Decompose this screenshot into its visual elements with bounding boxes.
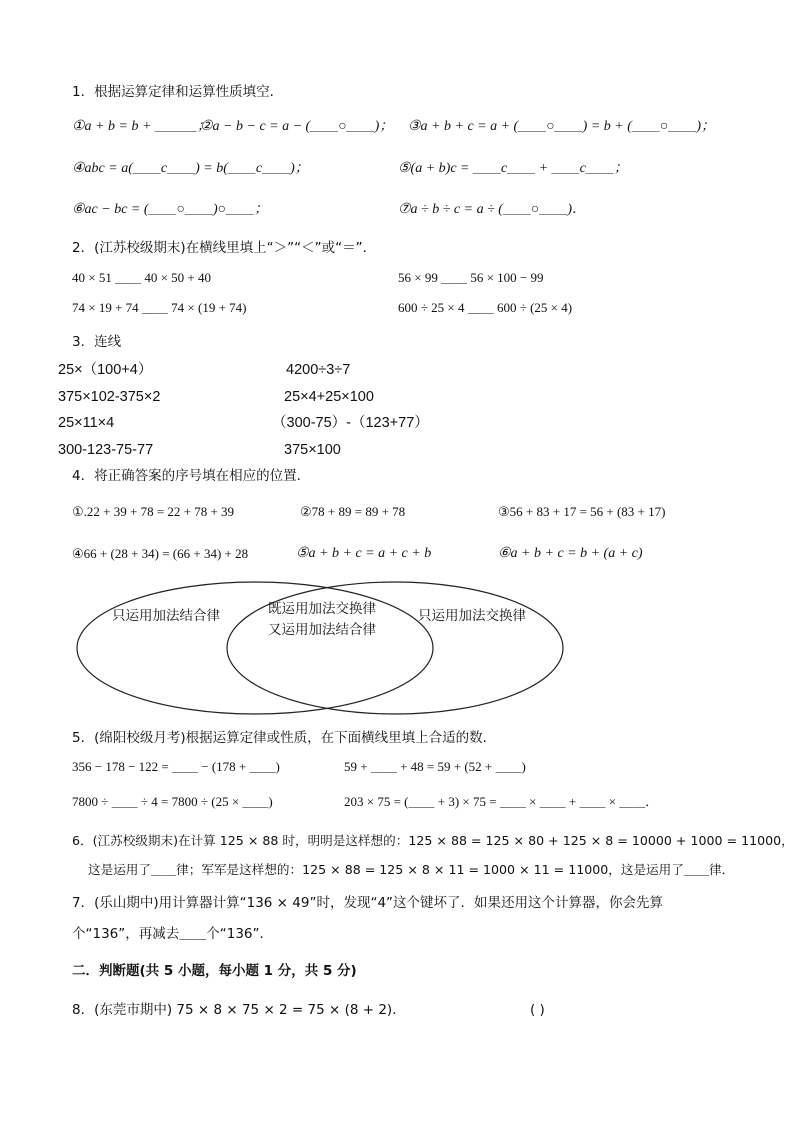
q5-item-b: 59 + ＿＿ + 48 = 59 + (52 + ＿＿) (344, 759, 526, 774)
q2-item-a: 40 × 51 ＿＿ 40 × 50 + 40 (72, 270, 211, 285)
q1-item-6: ⑥ac − bc = (＿＿○＿＿)○＿＿； (72, 202, 269, 217)
q3-right-4: 375×100 (284, 442, 341, 458)
venn-middle-label-1: 既运用加法交换律 (268, 601, 376, 617)
section-2-heading: 二．判断题(共 5 小题，每小题 1 分，共 5 分) (72, 963, 357, 979)
q5-title: 5．(绵阳校级月考)根据运算定律或性质，在下面横线里填上合适的数． (72, 730, 497, 746)
q6-line-2: 这是运用了＿＿律；军军是这样想的：125 × 88 = 125 × 8 × 11 = 1000 × 11 = 11000，这是运用了＿＿律． (88, 862, 735, 877)
venn-right-label: 只运用加法交换律 (418, 608, 526, 624)
q1-item-7: ⑦a ÷ b ÷ c = a ÷ (＿＿○＿＿)． (398, 202, 587, 217)
q4-item-6: ⑥a + b + c = b + (a + c) (498, 546, 643, 561)
q3-right-2: 25×4+25×100 (284, 389, 374, 405)
q4-item-3: ③56 + 83 + 17 = 56 + (83 + 17) (498, 504, 666, 519)
q8-answer-paren: ( ) (530, 1002, 545, 1018)
q4-item-4: ④66 + (28 + 34) = (66 + 34) + 28 (72, 546, 249, 561)
q3-left-1: 25×（100+4） (58, 362, 153, 378)
q3-left-4: 300-123-75-77 (58, 442, 154, 458)
q1-item-5: ⑤(a + b)c = ＿＿c＿＿ + ＿＿c＿＿； (398, 161, 628, 176)
q3-title: 3．连线 (72, 334, 122, 350)
q7-line-1: 7．(乐山期中)用计算器计算“136 × 49”时，发现“4”这个键坏了．如果还用这个计算器，你会先算 (72, 895, 664, 911)
q8-text: 8．(东莞市期中) 75 × 8 × 75 × 2 = 75 × (8 + 2)． (72, 1002, 406, 1018)
q5-item-c: 7800 ÷ ＿＿ ÷ 4 = 7800 ÷ (25 × ＿＿) (72, 794, 273, 809)
q3-left-2: 375×102-375×2 (58, 389, 161, 405)
q2-title: 2．(江苏校级期末)在横线里填上“＞”“＜”或“＝”． (72, 240, 377, 256)
q2-item-c: 74 × 19 + 74 ＿＿ 74 × (19 + 74) (72, 300, 247, 315)
q3-right-3: （300-75）-（123+77） (272, 415, 429, 431)
q4-item-5: ⑤a + b + c = a + c + b (296, 546, 432, 561)
q2-item-b: 56 × 99 ＿＿ 56 × 100 − 99 (398, 270, 544, 285)
q4-item-2: ②78 + 89 = 89 + 78 (300, 504, 406, 519)
q1-title: 1．根据运算定律和运算性质填空． (72, 84, 284, 100)
q3-right-1: 4200÷3÷7 (286, 362, 351, 378)
venn-middle-label-2: 又运用加法结合律 (268, 622, 376, 638)
q5-item-d: 203 × 75 = (＿＿ + 3) × 75 = ＿＿ × ＿＿ + ＿＿ × ＿＿． (344, 794, 659, 809)
q6-line-1: 6．(江苏校级期末)在计算 125 × 88 时，明明是这样想的：125 × 88 = 125 × 80 + 125 × 8 = 10000 + 1000 = 11000， (72, 833, 794, 848)
venn-left-label: 只运用加法结合律 (112, 608, 220, 624)
venn-left-ellipse (77, 582, 433, 714)
q7-line-2: 个“136”，再减去＿＿个“136”． (72, 926, 274, 942)
q1-item-3: ③a + b + c = a + (＿＿○＿＿) = b + (＿＿○＿＿)； (408, 119, 716, 134)
q4-title: 4．将正确答案的序号填在相应的位置． (72, 468, 311, 484)
q1-item-4: ④abc = a(＿＿c＿＿) = b(＿＿c＿＿)； (72, 161, 309, 176)
q4-item-1: ①.22 + 39 + 78 = 22 + 78 + 39 (72, 504, 235, 519)
q2-item-d: 600 ÷ 25 × 4 ＿＿ 600 ÷ (25 × 4) (398, 300, 573, 315)
q1-item-2: ②a − b − c = a − (＿＿○＿＿)； (200, 119, 394, 134)
q5-item-a: 356 − 178 − 122 = ＿＿ − (178 + ＿＿) (72, 759, 280, 774)
q1-item-1: ①a + b = b + ＿＿＿； (72, 119, 211, 134)
q3-left-3: 25×11×4 (58, 415, 115, 431)
